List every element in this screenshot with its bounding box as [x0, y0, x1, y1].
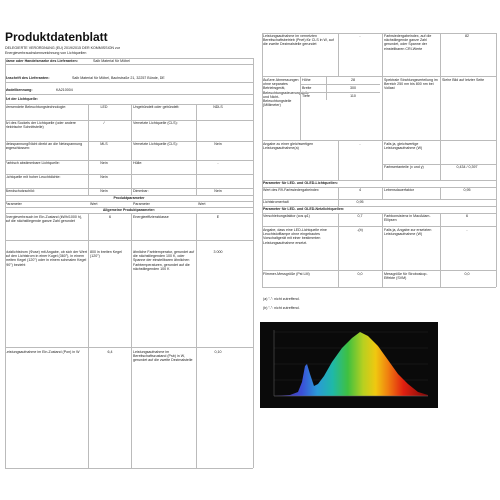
spectrum-graphic — [260, 322, 438, 408]
param-power-value: 6,4 — [107, 350, 113, 354]
fluorescent-replace-label: Angabe, dass eine LED-Lichtquelle eine Leuchtstofflampe ohne eingebautes Vorschaltgerät mit einer bestimmten Leistungsaufnahme ersetzt. — [263, 228, 327, 245]
footnote-b: (b) "-": nicht zutreffend. — [263, 306, 300, 310]
type-row-value: Nein — [100, 175, 108, 179]
spectral-value: Siehe Bild auf letzter Seite — [442, 78, 485, 82]
regulation-line-2: Energieverbrauchskennzeichnung von Lichtquellen — [5, 51, 87, 55]
footnote-a: (a) "-": nicht zutreffend. — [263, 297, 300, 301]
param-class-value: E — [216, 215, 220, 219]
type-row-label-2: Dimmbar: — [133, 189, 149, 193]
type-row-label: Farbisch abstimmbare Lichtquelle: — [5, 161, 60, 165]
general-params-header: Allgemeine Produktparameter: — [102, 208, 156, 212]
type-label: Art der Lichtquelle: — [5, 97, 38, 101]
model-label: Modellkennung: — [5, 88, 33, 92]
cos-phi-value: 0,7 — [357, 214, 363, 218]
flicker-value: 0,0 — [357, 272, 363, 276]
r9-value: 4 — [359, 188, 361, 192]
param-cct-label: ähnliche Farbtemperatur, gerundet auf die nächstliegenden 100 K, oder Spanne der einstellbaren ähnlichen Farbtemperaturen, gerundet auf die nächstliegenden 100 K — [133, 250, 195, 271]
mains-params-header: Parameter für LED- und OLED-Netzlichtquellen: — [263, 207, 345, 211]
color-consistency-label: Farbkonsistenz in MacAdam-Ellipsen — [384, 214, 431, 223]
params-col-2: Wert — [90, 202, 98, 206]
type-row-value: Nein — [100, 189, 108, 193]
fluorescent-replace-value: -(b) — [357, 228, 363, 232]
page-title: Produktdatenblatt — [5, 30, 108, 44]
flicker-label: Flimmer-Messgröße (Pst LM) — [263, 272, 310, 276]
width-value: 300 — [350, 86, 356, 90]
type-row-label: Blendschutzschild: — [5, 189, 35, 193]
survival-factor-value: 0,95 — [463, 188, 471, 192]
type-row-label-2: Ungebündelt oder gebündelt: — [133, 105, 180, 109]
address-label: Anschrift des Lieferanten: — [5, 76, 50, 80]
cri-value: 82 — [465, 34, 469, 38]
color-consistency-value: 6 — [466, 214, 468, 218]
address-value: Salb Material für Möbel, Bachstraße 21, 32257 Bünde, DE — [72, 76, 165, 80]
pnet-label: Leistungsaufnahme im vernetzten Bereitschaftsbetrieb (Pnet) für CLS in W, auf die zweite Dezimalstelle gerundet — [263, 34, 334, 47]
type-row-value: Nein — [100, 161, 108, 165]
type-row-value-2: - — [217, 161, 219, 165]
param-standby-label: Leistungsaufnahme im Bereitschaftszustand (Psb) in W, gerundet auf die zweite Dezimalstelle — [133, 350, 193, 363]
param-power-label: Leistungsaufnahme im Ein-Zustand (Pon) in W — [5, 350, 80, 354]
param-flux-value: 800 in breiten Kegel (120°) — [90, 250, 122, 259]
type-row-label: Lichtquelle mit hoher Leuchtdichte: — [5, 175, 61, 179]
type-row-label: Netzspannung/Nicht direkt an die Netzspannung angeschlossen: — [5, 142, 83, 151]
stroboscopic-label: Messgröße für Stroboskop-Effekte (SVM) — [384, 272, 428, 281]
model-value: KA210004 — [56, 88, 73, 92]
dimensions-label: Äußere Abmessungen ohne separates Betriebsgerät, Beleuchtungssteuerungsteile und Nicht-Beleuchtungsteile (Millimeter) — [263, 78, 310, 108]
height-label: Höhe — [302, 78, 311, 82]
params-header: Produktparameter — [113, 196, 145, 200]
chromaticity-label: Farbwertanteile (x und y) — [384, 165, 424, 169]
led-params-header: Parameter für LED- und OLED-Lichtquellen: — [263, 181, 338, 185]
type-row-label-2: Vernetzte Lichtquelle (CLS): — [133, 142, 178, 146]
type-row-label-2: Vernetzte Lichtquelle (CLS): — [133, 121, 178, 125]
regulation-line-1: DELEGIERTE VERORDNUNG (EU) 2019/2015 DER KOMMISSION zur — [5, 46, 120, 50]
stroboscopic-value: 0,0 — [464, 272, 470, 276]
supplier-label: Name oder Handelsmarke des Lieferanten: — [5, 59, 78, 63]
param-energy-value: 6 — [109, 215, 111, 219]
param-flux-label: Nutzlichtstrom (Φuse) mit Angabe, ob sich der Wert auf den Lichtstrom in einer Kugel (360°), in einem breiten Kegel (120°) oder in einem schmalen Kegel (90°) bezieht — [5, 250, 87, 267]
lumen-maintenance-value: 0,95 — [356, 200, 364, 204]
spectral-label: Spektrale Strahlungsverteilung im Bereich 250 nm bis 800 nm bei Vollast — [384, 78, 438, 91]
r9-label: Wert des R9-Farbwiedergabeindex — [263, 188, 319, 192]
type-row-value-2: NDLS — [213, 105, 223, 109]
param-energy-label: Energieverbrauch im Ein-Zustand (kWh/1000 h), auf die nächstliegende ganze Zahl gerundet — [5, 215, 83, 224]
param-standby-value: 0,10 — [214, 350, 222, 354]
height-value: 28 — [351, 78, 355, 82]
depth-label: Tiefe — [302, 94, 310, 98]
pnet-value: - — [359, 34, 361, 38]
type-row-value-2: Nein — [214, 142, 222, 146]
equivalent-power-value: - — [359, 142, 361, 146]
param-cct-value: 3 000 — [213, 250, 223, 254]
equivalent-power-w-label: Falls ja, gleichwertige Leistungsaufnahme (W) — [384, 142, 423, 151]
depth-value: 110 — [350, 94, 356, 98]
replaced-power-label: Falls ja, Angabe zur ersetzten Leistungsaufnahme (W) — [384, 228, 432, 237]
replaced-power-value: - — [466, 228, 468, 232]
type-row-label: Art des Sockels der Lichtquelle (oder andere elektrische Schnittstelle) — [5, 121, 76, 130]
type-row-label-2: Hülle: — [133, 161, 143, 165]
supplier-value: Salb Material für Möbel — [93, 59, 130, 63]
equivalent-power-label: Angabe zu einer gleichwertigen Leistungsaufnahme(a) — [263, 142, 314, 151]
type-row-value: LED — [100, 105, 108, 109]
lumen-maintenance-label: Lichtstromerhalt — [263, 200, 289, 204]
chromaticity-value: 0,434 / 0,397 — [456, 165, 478, 169]
spectrum-image — [260, 322, 438, 408]
cos-phi-label: Verschiebungsfaktor (cos φ1) — [263, 214, 310, 218]
type-row-value-2: Nein — [214, 189, 222, 193]
param-class-label: Energieeffizienzklasse — [133, 215, 169, 219]
type-row-value: / — [103, 121, 105, 125]
params-col-3: Parameter — [133, 202, 150, 206]
type-row-label: Verwendete Beleuchtungstechnologie: — [5, 105, 67, 109]
type-row-value: MLS — [100, 142, 108, 146]
params-col-4: Wert — [198, 202, 206, 206]
width-label: Breite — [302, 86, 312, 90]
survival-factor-label: Lebensdauerfaktor — [384, 188, 414, 192]
cri-label: Farbwiedergabeindex, auf die nächstliegende ganze Zahl gerundet, oder Spanne der einstellbaren CRI-Werte — [384, 34, 432, 51]
params-col-1: Parameter — [5, 202, 22, 206]
